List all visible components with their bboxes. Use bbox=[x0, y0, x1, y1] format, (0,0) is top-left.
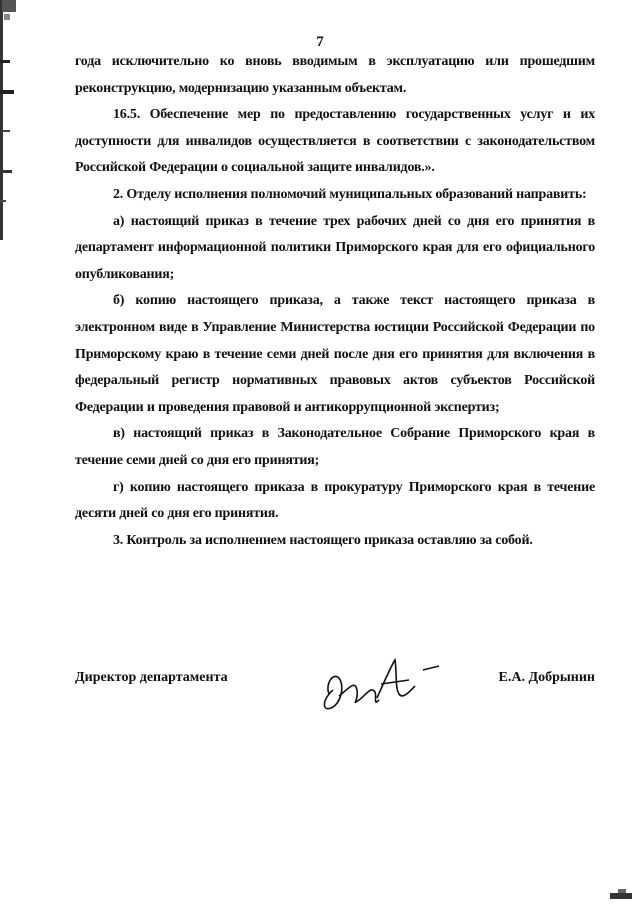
signature-block bbox=[75, 650, 595, 720]
document-body bbox=[75, 49, 595, 554]
paragraph: б) копию настоящего приказа, а также текст настоящего приказа в электронном виде в Управление Министерства юстиции Российской Федерации по Приморскому краю в течение семи дней после дня его принятия для включения в федеральный регистр нормативных правовых актов субъектов Российской Федерации и проведения правовой и антикоррупционной экспертиз; bbox=[75, 293, 595, 415]
handwritten-signature bbox=[315, 650, 445, 720]
scan-corner-artifact bbox=[604, 887, 634, 901]
signatory-title: Директор департамента bbox=[75, 670, 228, 685]
paragraph: а) настоящий приказ в течение трех рабочих дней со дня его принятия в департамент информационной политики Приморского края для его официального опубликования; bbox=[75, 213, 595, 282]
signatory-name: Е.А. Добрынин bbox=[498, 670, 595, 685]
paragraph: 3. Контроль за исполнением настоящего приказа оставляю за собой. bbox=[113, 532, 533, 548]
paragraph: 2. Отделу исполнения полномочий муниципальных образований направить: bbox=[113, 186, 587, 202]
paragraph: 16.5. Обеспечение мер по предоставлению государственных услуг и их доступности для инвалидов осуществляется в соответствии с законодательством Российской Федерации о социальной защите инвалидов.». bbox=[75, 107, 595, 176]
paragraph: года исключительно ко вновь вводимым в эксплуатацию или прошедшим реконструкцию, модернизацию указанным объектам. bbox=[75, 54, 595, 96]
paragraph: в) настоящий приказ в Законодательное Собрание Приморского края в течение семи дней со дня его принятия; bbox=[75, 426, 595, 468]
page-number: 7 bbox=[316, 34, 324, 50]
paragraph: г) копию настоящего приказа в прокуратуру Приморского края в течение десяти дней со дня его принятия. bbox=[75, 479, 595, 522]
